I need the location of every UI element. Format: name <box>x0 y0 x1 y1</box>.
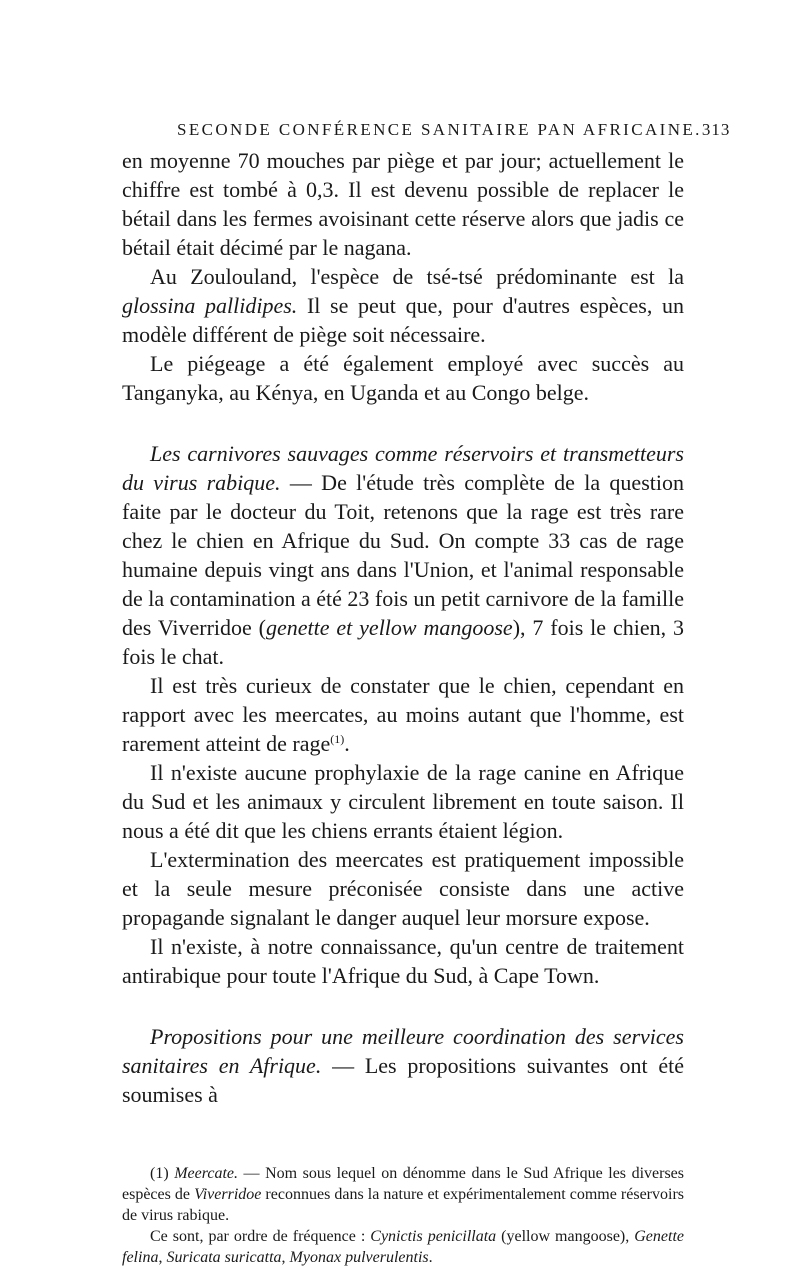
section-rage-text-b: ), 7 fois le chien, 3 fois le chat. <box>122 615 684 669</box>
footnote-marker: (1) <box>150 1165 169 1182</box>
separator: , <box>158 1249 167 1266</box>
running-header <box>122 120 731 140</box>
footnote-line2-b: (yellow mangoose), <box>496 1228 635 1245</box>
footnote-1 <box>122 1163 684 1226</box>
paragraph-5 <box>122 671 684 758</box>
footnote-reference[interactable]: (1) <box>330 732 345 746</box>
section-heading-propositions: Propositions pour une meilleure coordination des services sanitaires en Afrique. <box>122 1024 684 1078</box>
paragraph-2-text-a: Au Zoulouland, l'espèce de tsé-tsé prédominante est la <box>150 264 684 289</box>
paragraph-2 <box>122 262 684 349</box>
page-number: 313 <box>701 120 731 139</box>
separator: , <box>281 1249 290 1266</box>
section-rage-paragraph <box>122 439 684 671</box>
paragraph-3: Le piégeage a été également employé avec succès au Tanganyka, au Kénya, en Uganda et au Congo belge. <box>122 351 684 405</box>
footnote-1-continued <box>122 1226 684 1268</box>
footnote-term-2: Viverridoe <box>194 1186 262 1203</box>
species-name: glossina pallidipes. <box>122 293 298 318</box>
running-title: SECONDE CONFÉRENCE SANITAIRE PAN AFRICAINE. <box>177 120 702 139</box>
species-4: Myonax pulverulentis <box>289 1249 429 1266</box>
paragraph-6: Il n'existe aucune prophylaxie de la rage canine en Afrique du Sud et les animaux y circulent librement en toute saison. Il nous a été dit que les chiens errants étaient légion. <box>122 760 684 843</box>
footnote-text-a: — Nom sous lequel on dénomme dans le Sud Afrique les diverses espèces de <box>122 1165 684 1203</box>
paragraph-8: Il n'existe, à notre connaissance, qu'un centre de traitement antirabique pour toute l'Afrique du Sud, à Cape Town. <box>122 934 684 988</box>
footnotes <box>122 1163 684 1268</box>
section-gap <box>122 407 684 439</box>
paragraph-2-text-b: Il se peut que, pour d'autres espèces, un modèle différent de piège soit nécessaire. <box>122 293 684 347</box>
footnote-line2-a: Ce sont, par ordre de fréquence : <box>150 1228 371 1245</box>
section-rage-italic: genette et yellow mangoose <box>266 615 513 640</box>
paragraph-7: L'extermination des meercates est pratiquement impossible et la seule mesure préconisée consiste dans une active propagande signalant le danger auquel leur morsure expose. <box>122 847 684 930</box>
paragraph-5-text-b: . <box>344 731 350 756</box>
species-1: Cynictis penicillata <box>370 1228 497 1245</box>
section-propositions-text: — Les propositions suivantes ont été soumises à <box>122 1053 684 1107</box>
section-rage-text-a: — De l'étude très complète de la question faite par le docteur du Toit, retenons que la rage est très rare chez le chien en Afrique du Sud. On compte 33 cas de rage humaine depuis vingt ans dans l'Union, et l'animal responsable de la contamination a été 23 fois un petit carnivore de la famille des Viverridoe ( <box>122 470 685 640</box>
species-3: Suricata suricatta <box>166 1249 282 1266</box>
section-propositions-paragraph <box>122 1022 684 1109</box>
section-gap <box>122 990 684 1022</box>
paragraph-1: en moyenne 70 mouches par piège et par jour; actuellement le chiffre est tombé à 0,3. Il est devenu possible de replacer le bétail dans les fermes avoisinant cette réserve alors que jadis ce bétail était décimé par le nagana. <box>122 148 684 260</box>
footnote-end: . <box>428 1249 433 1266</box>
document-page <box>122 120 731 1268</box>
footnote-text-b: reconnues dans la nature et expérimentalement comme réservoirs de virus rabique. <box>122 1186 685 1224</box>
paragraph-5-text-a: Il est très curieux de constater que le chien, cependant en rapport avec les meercates, au moins autant que l'homme, est rarement atteint de rage <box>122 673 684 756</box>
species-2: Genette felina <box>122 1228 684 1266</box>
footnote-term: Meercate. <box>174 1165 239 1182</box>
section-heading-rage: Les carnivores sauvages comme réservoirs et transmetteurs du virus rabique. <box>122 441 684 495</box>
main-text <box>122 146 684 1109</box>
